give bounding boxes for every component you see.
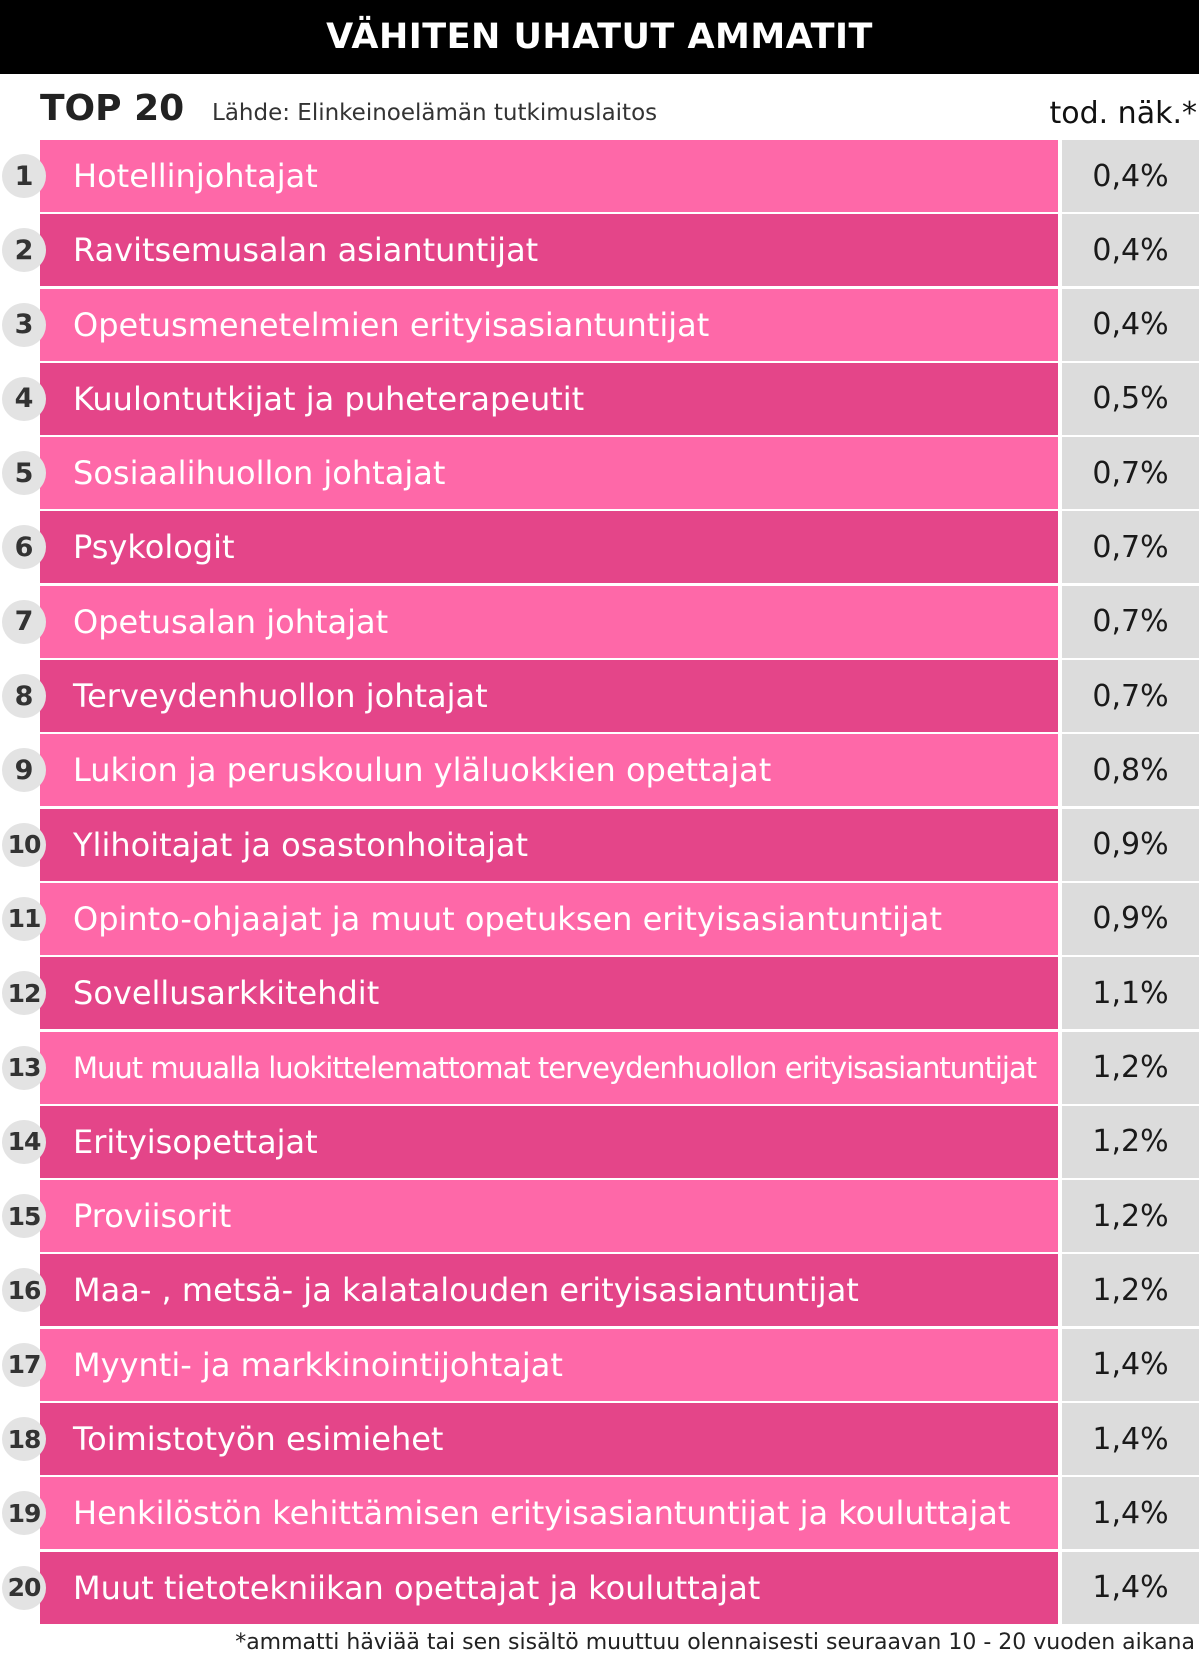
- table-row: [0, 1106, 1199, 1180]
- rank-badge: 19: [2, 1491, 46, 1535]
- rank-badge: 17: [2, 1343, 46, 1387]
- rank-badge: 4: [2, 377, 46, 421]
- table-row: [0, 660, 1199, 734]
- rank-badge: 8: [2, 674, 46, 718]
- rank-badge: 18: [2, 1417, 46, 1461]
- probability-value: 1,4%: [1062, 1552, 1199, 1624]
- chart-title: VÄHITEN UHATUT AMMATIT: [326, 17, 873, 57]
- table-row: [0, 957, 1199, 1031]
- table-row: [0, 1254, 1199, 1328]
- probability-value: 0,8%: [1062, 734, 1199, 806]
- occupation-label: Terveydenhuollon johtajat: [40, 660, 1058, 732]
- table-row: [0, 1180, 1199, 1254]
- rank-badge: 9: [2, 748, 46, 792]
- probability-value: 0,4%: [1062, 214, 1199, 286]
- table-row: [0, 1477, 1199, 1551]
- probability-value: 0,7%: [1062, 586, 1199, 658]
- probability-value: 1,2%: [1062, 1254, 1199, 1326]
- occupation-label: Ylihoitajat ja osastonhoitajat: [40, 809, 1058, 881]
- table-row: [0, 1403, 1199, 1477]
- occupation-label: Toimistotyön esimiehet: [40, 1403, 1058, 1475]
- rank-badge: 7: [2, 600, 46, 644]
- rank-badge: 2: [2, 228, 46, 272]
- probability-value: 1,4%: [1062, 1477, 1199, 1549]
- probability-value: 0,4%: [1062, 140, 1199, 212]
- table-row: [0, 883, 1199, 957]
- top-label: TOP 20: [40, 88, 185, 129]
- probability-value: 0,7%: [1062, 660, 1199, 732]
- table-row: [0, 363, 1199, 437]
- probability-value: 0,9%: [1062, 809, 1199, 881]
- occupation-label: Maa- , metsä- ja kalatalouden erityisasiantuntijat: [40, 1254, 1058, 1326]
- occupation-label: Hotellinjohtajat: [40, 140, 1058, 212]
- occupation-label: Sosiaalihuollon johtajat: [40, 437, 1058, 509]
- table-row: [0, 214, 1199, 288]
- rank-badge: 13: [2, 1046, 46, 1090]
- probability-value: 1,1%: [1062, 957, 1199, 1029]
- rank-badge: 20: [2, 1566, 46, 1610]
- probability-value: 1,2%: [1062, 1032, 1199, 1104]
- probability-value: 0,4%: [1062, 289, 1199, 361]
- rank-badge: 16: [2, 1268, 46, 1312]
- rank-badge: 14: [2, 1120, 46, 1164]
- occupation-label: Opinto-ohjaajat ja muut opetuksen erityisasiantuntijat: [40, 883, 1058, 955]
- occupation-label: Erityisopettajat: [40, 1106, 1058, 1178]
- rank-badge: 5: [2, 451, 46, 495]
- rank-badge: 10: [2, 823, 46, 867]
- rank-badge: 3: [2, 303, 46, 347]
- probability-value: 0,7%: [1062, 437, 1199, 509]
- probability-value: 0,5%: [1062, 363, 1199, 435]
- probability-value: 1,2%: [1062, 1106, 1199, 1178]
- occupation-label: Muut tietotekniikan opettajat ja kouluttajat: [40, 1552, 1058, 1624]
- rank-badge: 11: [2, 897, 46, 941]
- occupation-label: Myynti- ja markkinointijohtajat: [40, 1329, 1058, 1401]
- occupation-label: Ravitsemusalan asiantuntijat: [40, 214, 1058, 286]
- source-label: Lähde: Elinkeinoelämän tutkimuslaitos: [212, 100, 658, 126]
- ranking-table: [0, 140, 1199, 1626]
- table-row: [0, 1032, 1199, 1106]
- rank-badge: 12: [2, 971, 46, 1015]
- occupation-label: Psykologit: [40, 511, 1058, 583]
- occupation-label: Proviisorit: [40, 1180, 1058, 1252]
- occupation-label: Muut muualla luokittelemattomat terveydenhuollon erityisasiantuntijat: [40, 1032, 1058, 1104]
- footnote: *ammatti häviää tai sen sisältö muuttuu olennaisesti seuraavan 10 - 20 vuoden aikana: [235, 1630, 1195, 1655]
- table-row: [0, 289, 1199, 363]
- rank-badge: 1: [2, 154, 46, 198]
- occupation-label: Opetusmenetelmien erityisasiantuntijat: [40, 289, 1058, 361]
- occupation-label: Kuulontutkijat ja puheterapeutit: [40, 363, 1058, 435]
- probability-value: 1,4%: [1062, 1329, 1199, 1401]
- table-row: [0, 437, 1199, 511]
- occupation-label: Sovellusarkkitehdit: [40, 957, 1058, 1029]
- table-row: [0, 734, 1199, 808]
- table-row: [0, 140, 1199, 214]
- probability-value: 0,7%: [1062, 511, 1199, 583]
- probability-value: 1,4%: [1062, 1403, 1199, 1475]
- rank-badge: 6: [2, 525, 46, 569]
- probability-value: 1,2%: [1062, 1180, 1199, 1252]
- table-row: [0, 1329, 1199, 1403]
- chart-title-bar: [0, 0, 1199, 74]
- occupation-label: Lukion ja peruskoulun yläluokkien opettajat: [40, 734, 1058, 806]
- probability-value: 0,9%: [1062, 883, 1199, 955]
- table-row: [0, 809, 1199, 883]
- table-row: [0, 586, 1199, 660]
- value-column-header: tod. näk.*: [1049, 96, 1197, 131]
- rank-badge: 15: [2, 1194, 46, 1238]
- table-row: [0, 511, 1199, 585]
- occupation-label: Opetusalan johtajat: [40, 586, 1058, 658]
- table-row: [0, 1552, 1199, 1626]
- occupation-label: Henkilöstön kehittämisen erityisasiantuntijat ja kouluttajat: [40, 1477, 1058, 1549]
